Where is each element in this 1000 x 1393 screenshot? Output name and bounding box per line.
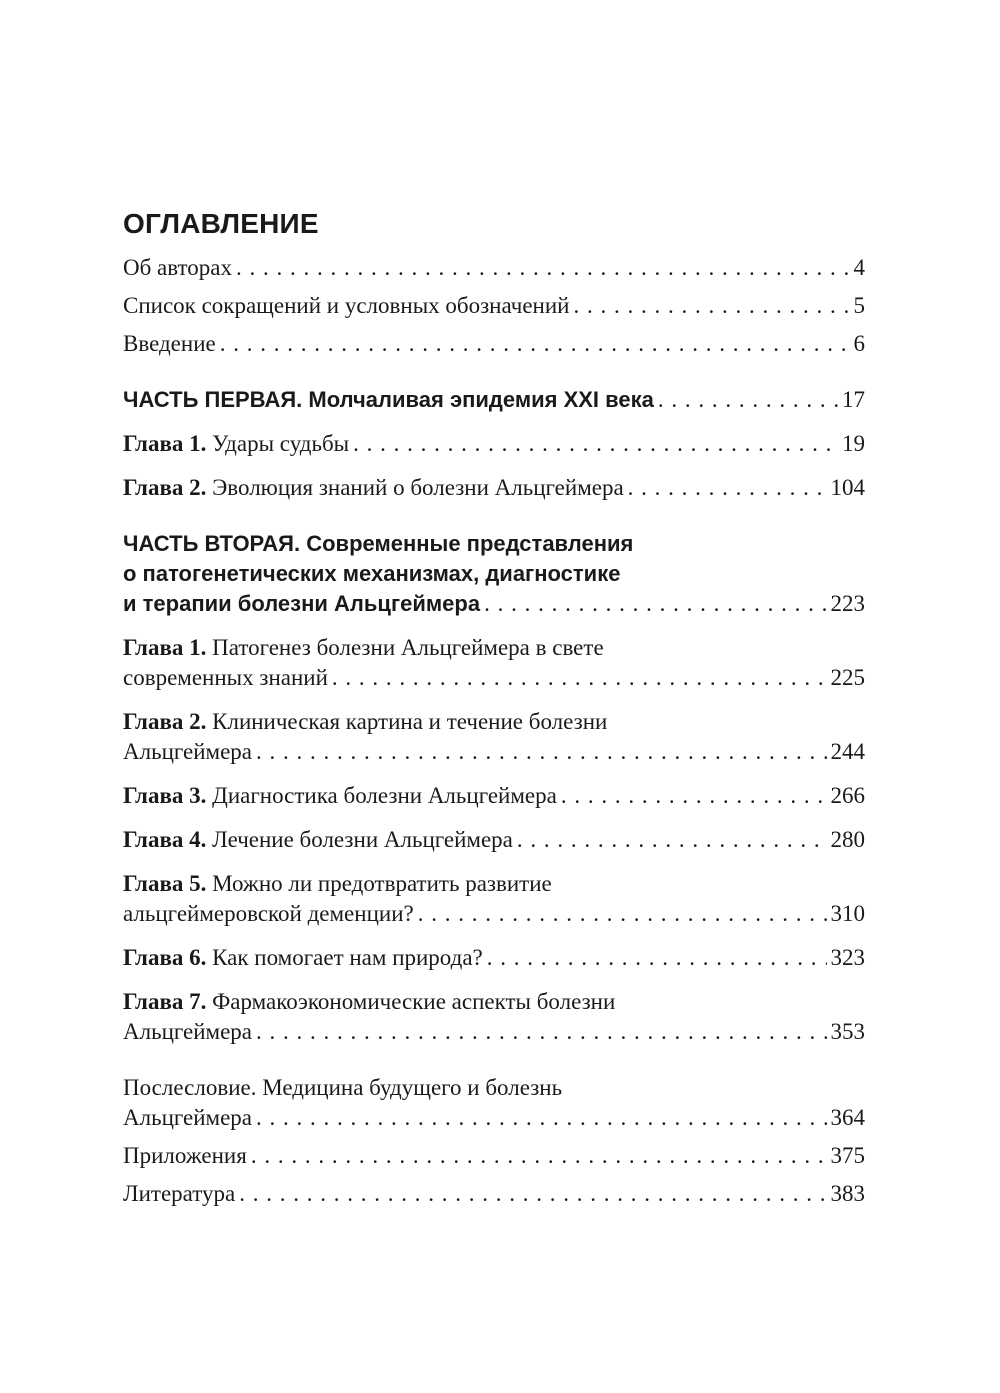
dot-leader (251, 1141, 827, 1171)
dot-leader (220, 329, 850, 359)
dot-leader (628, 473, 827, 503)
entry-text: Введение (123, 331, 216, 356)
dot-leader (353, 429, 838, 459)
dot-leader (239, 1179, 826, 1209)
chapter-title: Клиническая картина и течение болезни (212, 709, 608, 734)
chapter-title: альцгеймеровской деменции? (123, 901, 414, 926)
dot-leader (517, 825, 827, 855)
dot-leader (658, 385, 838, 415)
chapter-label: Глава 1. (123, 635, 207, 660)
part-title-line: ЧАСТЬ ВТОРАЯ. Современные представления (123, 531, 634, 556)
entry-text: Список сокращений и условных обозначений (123, 293, 570, 318)
chapter-title: Фармакоэкономические аспекты болезни (212, 989, 616, 1014)
dot-leader (484, 589, 826, 619)
chapter-label: Глава 7. (123, 989, 207, 1014)
toc-entry (123, 707, 865, 767)
chapter-label: Глава 4. (123, 827, 207, 852)
chapter-title: Альцгеймера (123, 1019, 253, 1044)
part-title: ЧАСТЬ ПЕРВАЯ. Молчаливая эпидемия XXI века (123, 387, 654, 412)
page-number: 375 (830, 1143, 865, 1168)
page-number: 364 (830, 1105, 865, 1130)
page-number: 266 (830, 783, 865, 808)
dot-leader (332, 663, 827, 693)
part-heading (123, 385, 865, 415)
chapter-title: Диагностика болезни Альцгеймера (212, 783, 557, 808)
page-number: 104 (830, 475, 865, 500)
chapter-label: Глава 6. (123, 945, 207, 970)
entry-text: Альцгеймера (123, 1105, 253, 1130)
page-title: ОГЛАВЛЕНИЕ (123, 208, 319, 239)
page-number: 244 (830, 739, 865, 764)
dot-leader (256, 1017, 826, 1047)
toc-entry (123, 473, 865, 503)
toc-entry (123, 943, 865, 973)
chapter-title: Альцгеймера (123, 739, 253, 764)
toc-entry (123, 825, 865, 855)
chapter-title: современных знаний (123, 665, 328, 690)
chapter-title: Как помогает нам природа? (212, 945, 483, 970)
toc-entry (123, 429, 865, 459)
chapter-title: Патогенез болезни Альцгеймера в свете (212, 635, 604, 660)
page-number: 280 (830, 827, 865, 852)
table-of-contents (123, 205, 865, 1209)
page-number: 310 (830, 901, 865, 926)
page-number: 225 (830, 665, 865, 690)
entry-text: Об авторах (123, 255, 233, 280)
page-number: 5 (853, 293, 865, 318)
page-number: 17 (842, 387, 865, 412)
part-title-line: и терапии болезни Альцгеймера (123, 591, 481, 616)
entry-text: Приложения (123, 1143, 247, 1168)
chapter-title: Эволюция знаний о болезни Альцгеймера (212, 475, 624, 500)
toc-entry (123, 253, 865, 283)
dot-leader (256, 1103, 826, 1133)
page-number: 6 (853, 331, 865, 356)
entry-text: Послесловие. Медицина будущего и болезнь (123, 1075, 563, 1100)
dot-leader (573, 291, 849, 321)
chapter-label: Глава 2. (123, 475, 207, 500)
toc-entry (123, 1179, 865, 1209)
page-number: 223 (830, 591, 865, 616)
toc-entry (123, 1141, 865, 1171)
dot-leader (236, 253, 849, 283)
chapter-label: Глава 5. (123, 871, 207, 896)
page-number: 353 (830, 1019, 865, 1044)
toc-entry (123, 781, 865, 811)
toc-entry (123, 987, 865, 1047)
page-number: 383 (830, 1181, 865, 1206)
chapter-label: Глава 2. (123, 709, 207, 734)
page-number: 323 (830, 945, 865, 970)
dot-leader (418, 899, 827, 929)
chapter-title: Лечение болезни Альцгеймера (212, 827, 513, 852)
toc-entry (123, 633, 865, 693)
page-number: 4 (853, 255, 865, 280)
chapter-title: Можно ли предотвратить развитие (212, 871, 552, 896)
toc-entry (123, 1073, 865, 1133)
chapter-label: Глава 3. (123, 783, 207, 808)
page-number: 19 (842, 431, 865, 456)
chapter-title: Удары судьбы (212, 431, 350, 456)
toc-entry (123, 329, 865, 359)
dot-leader (487, 943, 827, 973)
part-heading (123, 529, 865, 619)
entry-text: Литература (123, 1181, 236, 1206)
chapter-label: Глава 1. (123, 431, 207, 456)
toc-entry (123, 869, 865, 929)
dot-leader (256, 737, 826, 767)
toc-entry (123, 291, 865, 321)
dot-leader (561, 781, 827, 811)
part-title-line: о патогенетических механизмах, диагностике (123, 561, 621, 586)
